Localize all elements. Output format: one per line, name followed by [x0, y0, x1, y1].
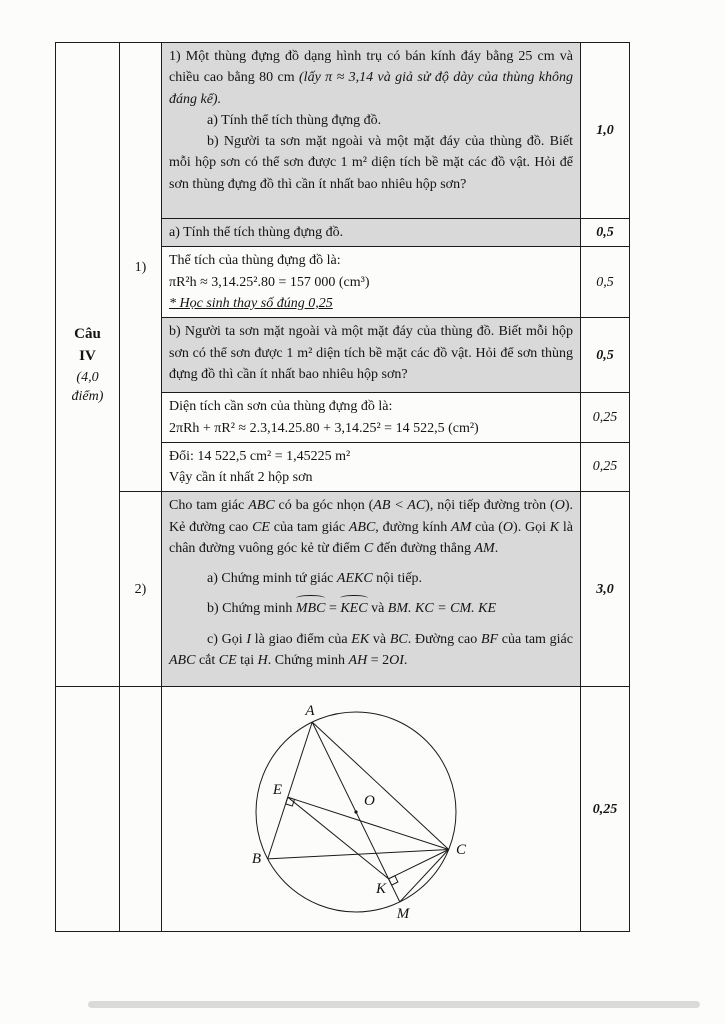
empty-cell-col2	[120, 687, 162, 932]
problem-1-statement-cell	[162, 43, 581, 219]
answer-b-heading-cell	[162, 318, 581, 393]
conversion-line: Đổi: 14 522,5 cm² = 1,45225 m²	[169, 448, 351, 464]
answer-a-heading-cell	[162, 219, 581, 247]
question-points-note-line1: (4,0	[76, 369, 99, 385]
right-angle-marker-K	[389, 876, 398, 885]
question-label-iv: IV	[79, 348, 96, 365]
points-row1: 1,0	[581, 43, 630, 219]
part-1-label: 1)	[134, 259, 147, 275]
question-label-cau: Câu	[74, 325, 101, 342]
conclusion-cell	[162, 442, 581, 492]
problem-2-statement-cell	[162, 492, 581, 687]
label-A: A	[305, 703, 315, 720]
answer-a-heading-text: a) Tính thể tích thùng đựng đồ.	[169, 225, 344, 240]
problem-2-part-a: a) Chứng minh tứ giác AEKC nội tiếp.	[207, 571, 423, 587]
points-row2: 0,5	[581, 219, 630, 247]
surface-area-formula: 2πRh + πR² ≈ 2.3,14.25.80 + 3,14.25² = 14 522,5 (cm²)	[169, 420, 479, 436]
conclusion-line: Vậy cần ít nhất 2 hộp sơn	[169, 470, 313, 486]
problem-2-intro: Cho tam giác ABC có ba góc nhọn (AB < AC), nội tiếp đường tròn (O). Kẻ đường cao CE của tam giác ABC, đường kính AM của (O). Gọi K là chân đường vuông góc kẻ từ điểm C đến đường thẳng AM.	[169, 498, 574, 556]
label-C: C	[456, 842, 467, 859]
volume-solution-cell	[162, 247, 581, 318]
answer-key-table	[55, 42, 630, 932]
label-B: B	[251, 851, 261, 868]
label-K: K	[375, 881, 387, 898]
problem-2-part-c: c) Gọi I là giao điểm của EK và BC. Đường cao BF của tam giác ABC cắt CE tại H. Chứng minh AH = 2OI.	[169, 631, 573, 668]
problem-1-part-b: b) Người ta sơn mặt ngoài và một mặt đáy của thùng đồ. Biết mỗi hộp sơn có thể sơn được 1 m² diện tích bề mặt các đồ vật. Hỏi để sơn thùng đựng đồ thì cần ít nhất bao nhiêu hộp sơn?	[169, 134, 573, 192]
problem-1-intro: 1) Một thùng đựng đồ dạng hình trụ có bán kính đáy bằng 25 cm và chiều cao bằng 80 cm (lấy π ≈ 3,14 và giả sử độ dày của thùng không đáng kể).	[169, 49, 573, 107]
segment-AC	[312, 722, 449, 849]
answer-b-heading-text: b) Người ta sơn mặt ngoài và một mặt đáy của thùng đồ. Biết mỗi hộp sơn có thể sơn được 1 m² diện tích bề mặt các đồ vật. Hỏi để sơn thùng đựng đồ thì cần ít nhất bao nhiêu hộp sơn?	[169, 324, 573, 382]
volume-solution-line1: Thể tích của thùng đựng đồ là:	[169, 253, 341, 269]
part-1-cell	[120, 43, 162, 492]
part-2-label: 2)	[134, 581, 147, 597]
problem-2-part-b: b) Chứng minh MBC = KEC và BM. KC = CM. KE	[169, 598, 573, 619]
figure-wrapper	[162, 687, 580, 930]
problem-1-part-a: a) Tính thể tích thùng đựng đồ.	[207, 112, 382, 128]
points-row6: 0,25	[581, 442, 630, 492]
empty-cell-col1	[56, 687, 120, 932]
segment-EK	[288, 798, 389, 880]
figure-cell	[162, 687, 581, 932]
part-2-cell	[120, 492, 162, 687]
label-O: O	[364, 793, 375, 810]
row-figure	[56, 687, 630, 932]
points-row7: 3,0	[581, 492, 630, 687]
points-row5: 0,25	[581, 393, 630, 443]
scan-edge-artifact	[88, 1001, 700, 1008]
row-problem2-statement	[56, 492, 630, 687]
label-E: E	[272, 782, 282, 799]
points-row4: 0,5	[581, 318, 630, 393]
points-row8: 0,25	[581, 687, 630, 932]
surface-area-cell	[162, 393, 581, 443]
label-M: M	[396, 906, 410, 923]
points-row3: 0,5	[581, 247, 630, 318]
question-iv-cell	[56, 43, 120, 687]
volume-formula: πR²h ≈ 3,14.25².80 = 157 000 (cm³)	[169, 274, 370, 290]
surface-area-line1: Diện tích cần sơn của thùng đựng đồ là:	[169, 399, 393, 415]
circle-geometry-figure	[206, 687, 536, 930]
question-points-note-line2: điểm)	[71, 389, 104, 405]
segment-CM	[400, 850, 449, 902]
row-problem1-statement	[56, 43, 630, 219]
marking-note: * Học sinh thay số đúng 0,25	[169, 295, 333, 311]
segment-CK	[389, 850, 449, 879]
center-point-O	[354, 811, 357, 814]
